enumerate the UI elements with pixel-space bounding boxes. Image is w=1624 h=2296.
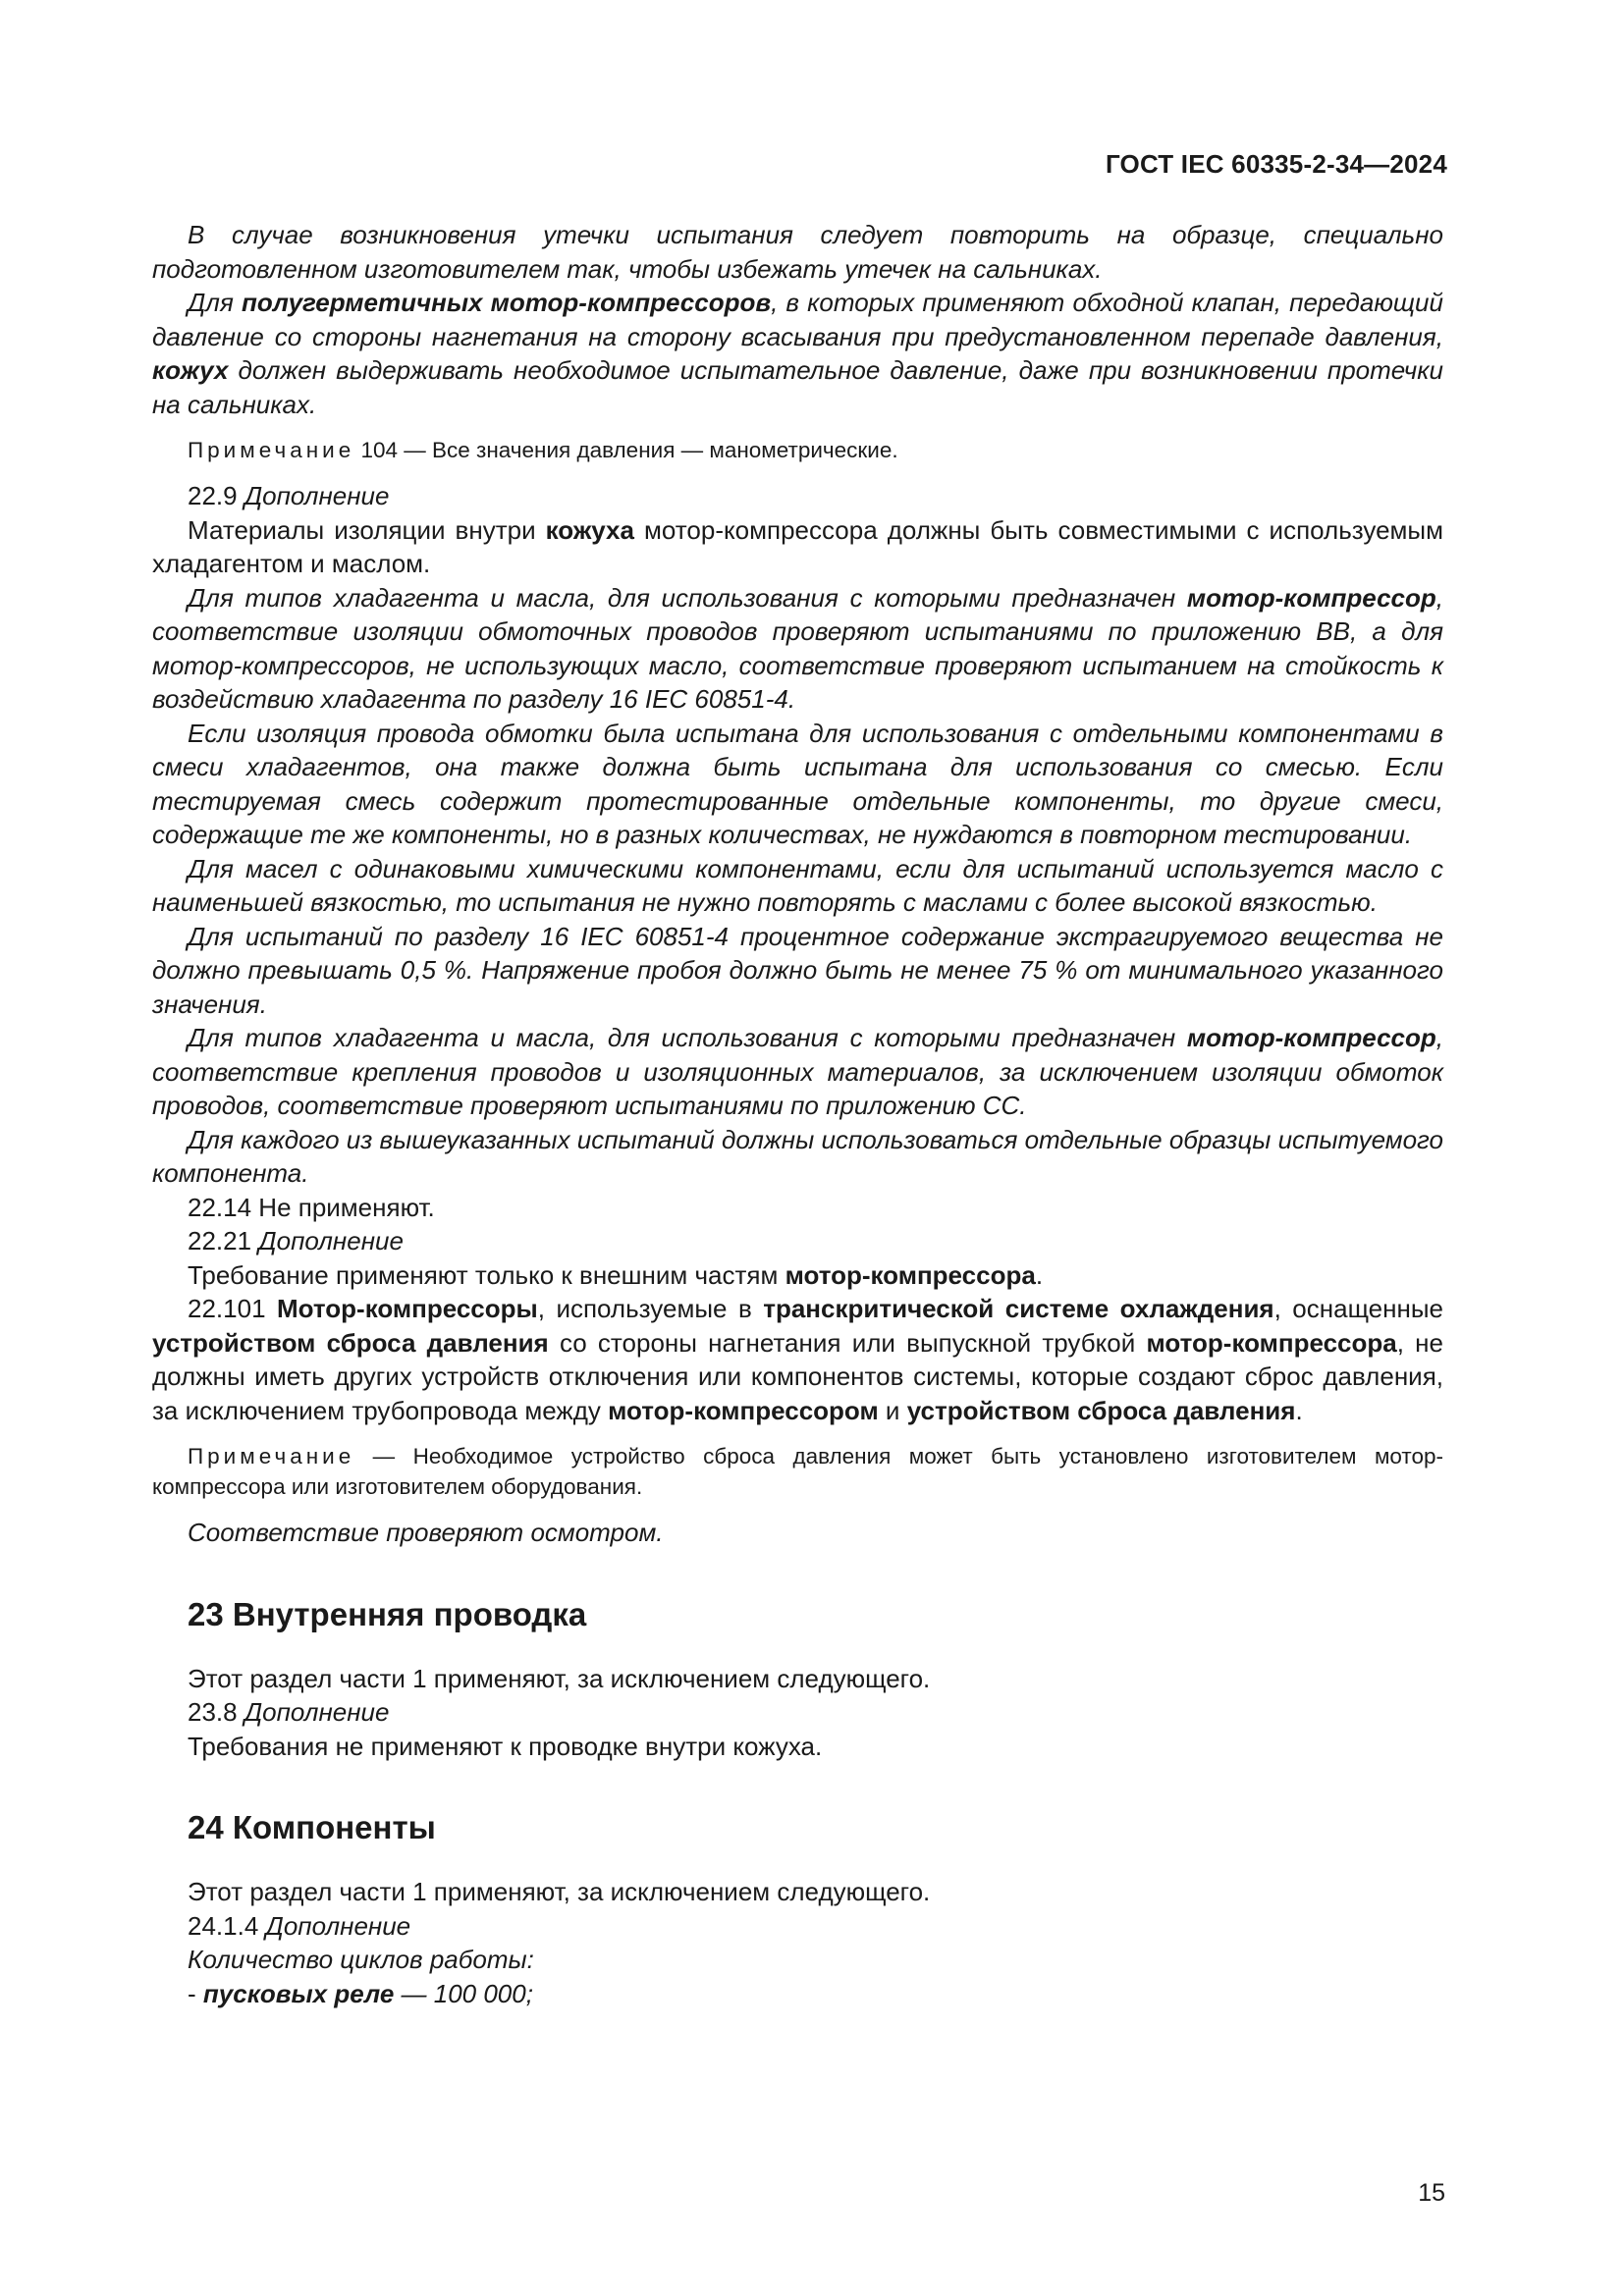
subclause-22-101: 22.101 Мотор-компрессоры, используемые в транскритической системе охлаждения, оснащенные устройством сброса давления со стороны нагнетания или выпускной трубкой мотор-компрессора, не должны иметь других устройств отключения или компонентов системы, которые создают сброс давления, за исключением трубопровода между мотор-компрессором и устройством сброса давления. (152, 1294, 1443, 1425)
paragraph-refrigerant-mixture: Если изоляция провода обмотки была испытана для использования с отдельными компонентами в смеси хладагентов, она также должна быть испытана для использования со смесью. Если тестируемая смесь содержит протестированные отдельные компоненты, то другие смеси, содержащие те же компоненты, но в разных количествах, не нуждаются в повторном тестировании. (152, 718, 1443, 849)
term-motor-compressor: мотор-компрессора (785, 1259, 1036, 1290)
paragraph-leak-repeat: В случае возникновения утечки испытания следует повторить на образце, специально подготовленном изготовителем так, чтобы избежать утечек на сальниках. (152, 220, 1443, 284)
section-24-intro: Этот раздел части 1 применяют, за исключением следующего. (188, 1877, 931, 1906)
paragraph-external-parts: Требование применяют только к внешним частям мотор-компрессора. (188, 1259, 1044, 1290)
list-item-starting-relays: - пусковых реле — 100 000; (188, 1978, 533, 2008)
section-24-text: Количество циклов работы: (188, 1945, 534, 1974)
paragraph-separate-samples: Для каждого из вышеуказанных испытаний должны использоваться отдельные образцы испытуемого компонента. (152, 1124, 1444, 1188)
term-motor-compressor: мотор-компрессор (1186, 582, 1436, 613)
paragraph-compliance-inspection: Соответствие проверяют осмотром. (188, 1518, 664, 1547)
section-23-text: Требования не применяют к проводке внутри кожуха. (188, 1731, 823, 1761)
subclause-24-1-4: 24.1.4 Дополнение (188, 1910, 411, 1941)
paragraph-extractable: Для испытаний по разделу 16 IEC 60851-4 процентное содержание экстрагируемого вещества не должно превышать 0,5 %. Напряжение пробоя должно быть не менее 75 % от минимального указанного значения. (152, 921, 1443, 1019)
subclause-22-21: 22.21 Дополнение (188, 1226, 404, 1255)
note-pressure-relief: Примечание — Необходимое устройство сброса давления может быть установлено изготовителем мотор-компрессора или изготовителем оборудования. (152, 1444, 1443, 1499)
document-body (152, 218, 1443, 2010)
subclause-22-14: 22.14 Не применяют. (188, 1192, 435, 1222)
page-number: 15 (1418, 2179, 1445, 2207)
paragraph-semi-hermetic: Для полугерметичных мотор-компрессоров, в которых применяют обходной клапан, передающий давление со стороны нагнетания на сторону всасывания при предустановленном перепаде давления, кожух должен выдерживать необходимое испытательное давление, даже при возникновении протечки на сальниках. (152, 288, 1443, 419)
paragraph-winding-insulation: Для типов хладагента и масла, для использования с которыми предназначен мотор-компрессор, соответствие изоляции обмоточных проводов проверяют испытаниями по приложению ВВ, а для мотор-компрессоров, не использующих масло, соответствие проверяют испытанием на стойкость к воздействию хладагента по разделу 16 IEC 60851-4. (152, 582, 1443, 714)
section-23-intro: Этот раздел части 1 применяют, за исключением следующего. (188, 1663, 931, 1693)
paragraph-insulation-materials: Материалы изоляции внутри кожуха мотор-компрессора должны быть совместимыми с используемым хладагентом и маслом. (152, 514, 1443, 578)
paragraph-oil-viscosity: Для масел с одинаковыми химическими компонентами, если для испытаний используется масло с наименьшей вязкостью, то испытания не нужно повторять с маслами с более высокой вязкостью. (152, 853, 1443, 917)
term-enclosure: кожух (152, 355, 229, 385)
section-24-heading: 24 Компоненты (188, 1809, 436, 1845)
term-enclosure: кожуха (545, 514, 634, 545)
term-motor-compressor: мотор-компрессор (1186, 1023, 1436, 1052)
subclause-22-9: 22.9 Дополнение (188, 481, 390, 510)
paragraph-wire-fixing: Для типов хладагента и масла, для использования с которыми предназначен мотор-компрессор, соответствие крепления проводов и изоляционных материалов, за исключением изоляции обмоток проводов, соответствие проверяют испытаниями по приложению СС. (152, 1023, 1443, 1120)
section-23-heading: 23 Внутренняя проводка (188, 1595, 587, 1632)
subclause-23-8: 23.8 Дополнение (188, 1697, 390, 1727)
note-104: Примечание 104 — Все значения давления — манометрические. (188, 438, 898, 462)
term-semi-hermetic-compressors: полугерметичных мотор-компрессоров (242, 288, 772, 317)
document-header: ГОСТ IEC 60335-2-34—2024 (1105, 149, 1447, 179)
